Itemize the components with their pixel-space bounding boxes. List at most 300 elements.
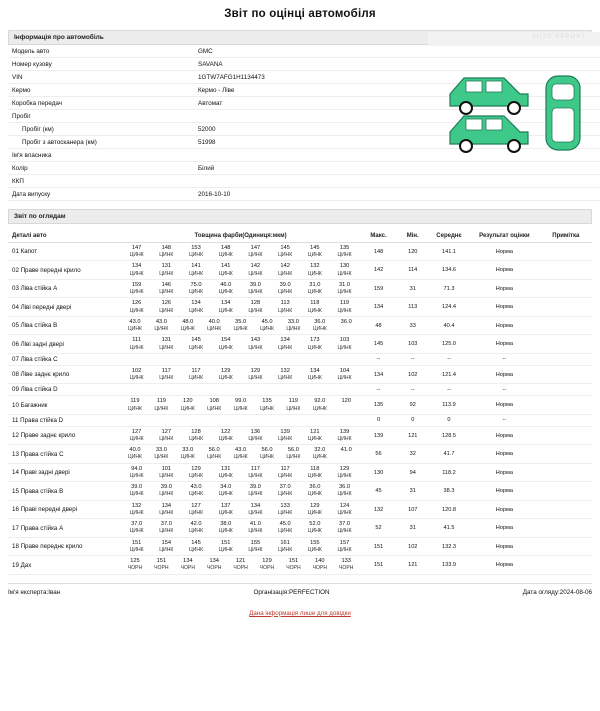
part-name: 10 Багажник bbox=[8, 396, 121, 414]
thickness-reading bbox=[333, 319, 359, 332]
thickness-value: 129 bbox=[262, 558, 272, 565]
thickness-unit: ЦИНК bbox=[248, 375, 263, 382]
thickness-unit: ЦИНК bbox=[188, 509, 204, 516]
thickness-reading bbox=[270, 300, 300, 313]
expert-name: Ім'я експерта:Іван bbox=[8, 588, 61, 596]
thickness-readings bbox=[121, 414, 361, 426]
thickness-reading bbox=[122, 245, 152, 258]
thickness-reading bbox=[211, 300, 241, 313]
thickness-value: 39.0 bbox=[279, 281, 291, 288]
thickness-readings bbox=[121, 316, 361, 334]
thickness-value: 134 bbox=[191, 300, 201, 307]
thickness-reading bbox=[241, 282, 271, 295]
thickness-reading bbox=[300, 263, 330, 276]
thickness-value: 139 bbox=[339, 428, 350, 435]
avg-value: 113.9 bbox=[429, 396, 469, 414]
max-value: 56 bbox=[360, 445, 396, 463]
thickness-value: 31.0 bbox=[309, 281, 321, 288]
thickness-value: 134 bbox=[250, 502, 261, 509]
avg-value: 132.3 bbox=[429, 537, 469, 555]
thickness-value: 161 bbox=[280, 539, 290, 546]
max-value: 45 bbox=[360, 482, 396, 500]
col-avg: Середнє bbox=[429, 230, 469, 243]
thickness-unit: ЦИНК bbox=[129, 472, 144, 479]
inspection-table bbox=[8, 230, 592, 575]
thickness-value: 104 bbox=[339, 367, 350, 374]
thickness-reading bbox=[330, 466, 360, 479]
thickness-value: 127 bbox=[191, 502, 201, 509]
thickness-value: 39.0 bbox=[160, 484, 172, 491]
thickness-reading bbox=[300, 337, 330, 350]
thickness-unit: ЦИНК bbox=[307, 472, 322, 479]
thickness-reading bbox=[330, 503, 360, 516]
thickness-unit: ЦИНК bbox=[278, 528, 293, 535]
thickness-unit: ЧОРН bbox=[312, 565, 328, 572]
info-value: 51998 bbox=[194, 136, 600, 149]
thickness-reading bbox=[211, 484, 241, 497]
thickness-value: 131 bbox=[161, 337, 172, 344]
thickness-reading bbox=[151, 245, 181, 258]
thickness-value: 147 bbox=[250, 245, 261, 251]
min-value: 32 bbox=[397, 445, 429, 463]
part-name: 19 Дах bbox=[8, 556, 121, 574]
thickness-reading bbox=[307, 447, 333, 460]
thickness-value: 118 bbox=[310, 300, 320, 307]
thickness-reading bbox=[181, 503, 211, 516]
part-name: 13 Права стійка C bbox=[8, 445, 121, 463]
thickness-value: 113 bbox=[280, 300, 290, 307]
thickness-reading bbox=[307, 558, 333, 571]
inspection-table-wrap bbox=[8, 230, 592, 575]
car-illustration-icon bbox=[442, 64, 592, 164]
thickness-reading bbox=[333, 558, 359, 571]
row-note bbox=[540, 279, 592, 297]
thickness-value: 45.0 bbox=[279, 521, 291, 528]
thickness-value: 43.0 bbox=[235, 447, 247, 454]
thickness-reading bbox=[175, 319, 201, 332]
evaluation-result: Норма bbox=[469, 316, 539, 334]
thickness-reading bbox=[181, 429, 211, 442]
thickness-value: 92.0 bbox=[314, 398, 326, 405]
thickness-reading bbox=[148, 398, 174, 411]
thickness-unit: ЦИНК bbox=[337, 375, 352, 382]
thickness-value: 41.0 bbox=[249, 521, 261, 528]
table-row bbox=[8, 316, 592, 334]
thickness-value: 130 bbox=[339, 263, 350, 270]
info-value: 2016-10-10 bbox=[194, 188, 600, 201]
thickness-unit: ЦИНК bbox=[337, 436, 352, 442]
thickness-unit: ЦИНК bbox=[218, 375, 233, 382]
min-value: 102 bbox=[397, 537, 429, 555]
thickness-reading bbox=[300, 503, 330, 516]
thickness-reading bbox=[254, 319, 280, 332]
thickness-reading bbox=[241, 300, 271, 313]
col-min: Мін. bbox=[397, 230, 429, 243]
thickness-value: 37.0 bbox=[279, 484, 291, 491]
min-value: 31 bbox=[397, 482, 429, 500]
row-note bbox=[540, 365, 592, 383]
max-value: 134 bbox=[360, 365, 396, 383]
thickness-unit: ЦИНК bbox=[188, 252, 204, 259]
thickness-unit: ЦИНК bbox=[159, 289, 174, 296]
min-value: -- bbox=[397, 353, 429, 365]
part-name: 03 Ліва стійка A bbox=[8, 279, 121, 297]
thickness-reading bbox=[330, 282, 360, 295]
thickness-reading bbox=[307, 398, 333, 411]
thickness-unit: ЦИНК bbox=[307, 289, 322, 296]
table-row bbox=[8, 261, 592, 279]
thickness-unit: ЦИНК bbox=[248, 546, 263, 553]
evaluation-result: Норма bbox=[469, 445, 539, 463]
thickness-unit: ЦИНК bbox=[248, 270, 263, 277]
thickness-reading bbox=[270, 263, 300, 276]
thickness-value: 127 bbox=[131, 428, 142, 435]
thickness-reading bbox=[211, 368, 241, 381]
min-value: 0 bbox=[397, 414, 429, 426]
thickness-value: 32.0 bbox=[314, 447, 326, 454]
table-row bbox=[8, 353, 592, 365]
thickness-unit: ЦИНК bbox=[218, 546, 233, 553]
thickness-unit: ЦИНК bbox=[188, 375, 204, 382]
thickness-unit: ЧОРН bbox=[339, 565, 354, 572]
thickness-unit: ЦИНК bbox=[233, 454, 248, 461]
thickness-unit: ЦИНК bbox=[337, 307, 352, 314]
thickness-value: 145 bbox=[310, 245, 320, 251]
thickness-unit: ЦИНК bbox=[188, 344, 204, 351]
thickness-unit: ЦИНК bbox=[188, 546, 204, 553]
thickness-readings bbox=[121, 500, 361, 518]
thickness-unit: ЦИНК bbox=[278, 252, 293, 259]
part-name: 15 Права стійка B bbox=[8, 482, 121, 500]
row-note bbox=[540, 261, 592, 279]
avg-value: 128.5 bbox=[429, 426, 469, 444]
max-value: 151 bbox=[360, 537, 396, 555]
thickness-reading bbox=[122, 521, 152, 534]
table-row bbox=[8, 482, 592, 500]
min-value: 31 bbox=[397, 519, 429, 537]
row-note bbox=[540, 353, 592, 365]
thickness-unit: ЦИНК bbox=[159, 307, 174, 314]
page-title: Звіт по оцінці автомобіля bbox=[224, 8, 376, 20]
thickness-reading bbox=[254, 447, 280, 460]
table-row bbox=[8, 537, 592, 555]
thickness-unit: ЦИНК bbox=[154, 326, 169, 333]
table-row bbox=[8, 175, 600, 188]
thickness-reading bbox=[122, 368, 152, 381]
thickness-reading bbox=[241, 429, 271, 442]
thickness-value: 132 bbox=[131, 502, 142, 509]
thickness-unit: ЦИНК bbox=[278, 270, 293, 277]
thickness-reading bbox=[241, 263, 271, 276]
thickness-reading bbox=[201, 398, 227, 411]
thickness-value: 33.0 bbox=[182, 447, 194, 454]
thickness-reading bbox=[300, 300, 330, 313]
thickness-reading bbox=[270, 540, 300, 553]
thickness-reading bbox=[241, 503, 271, 516]
thickness-reading bbox=[270, 429, 300, 442]
avg-value: 118.2 bbox=[429, 463, 469, 481]
info-label: ККП bbox=[8, 175, 194, 188]
info-label: Модель авто bbox=[8, 45, 194, 58]
thickness-value: 143 bbox=[250, 337, 261, 344]
thickness-reading bbox=[227, 558, 253, 571]
max-value: 134 bbox=[360, 298, 396, 316]
row-note bbox=[540, 414, 592, 426]
thickness-unit: ЦИНК bbox=[218, 472, 233, 479]
thickness-unit: ЦИНК bbox=[218, 528, 233, 535]
table-row bbox=[8, 188, 600, 201]
thickness-value: 131 bbox=[220, 465, 231, 472]
thickness-unit: ЦИНК bbox=[337, 252, 352, 259]
thickness-value: 154 bbox=[220, 337, 231, 344]
part-name: 18 Праве переднє крило bbox=[8, 537, 121, 555]
thickness-value: 108 bbox=[209, 398, 219, 405]
thickness-unit: ЦИНК bbox=[129, 528, 144, 535]
min-value: -- bbox=[397, 384, 429, 396]
info-label: Пробіг bbox=[8, 110, 194, 123]
thickness-unit: ЦИНК bbox=[337, 344, 352, 351]
min-value: 121 bbox=[397, 426, 429, 444]
thickness-reading bbox=[122, 337, 152, 350]
thickness-value: 36.0 bbox=[314, 318, 326, 325]
thickness-unit: ЦИНК bbox=[159, 491, 174, 498]
info-value bbox=[194, 175, 600, 188]
thickness-readings bbox=[121, 482, 361, 500]
thickness-value: 124 bbox=[339, 502, 350, 509]
thickness-unit: ЦИНК bbox=[312, 326, 327, 333]
thickness-unit: ЦИНК bbox=[207, 326, 222, 333]
thickness-reading bbox=[122, 300, 152, 313]
thickness-unit: ЦИНК bbox=[188, 270, 204, 277]
avg-value: 134.6 bbox=[429, 261, 469, 279]
thickness-unit: ЦИНК bbox=[207, 405, 222, 412]
thickness-value: 37.0 bbox=[339, 521, 351, 528]
thickness-unit: ЦИНК bbox=[218, 270, 233, 277]
thickness-reading bbox=[211, 503, 241, 516]
table-row bbox=[8, 384, 592, 396]
max-value: 148 bbox=[360, 243, 396, 261]
thickness-unit: ЦИНК bbox=[218, 252, 233, 259]
part-name: 17 Права стійка A bbox=[8, 519, 121, 537]
thickness-unit: ЦИНК bbox=[278, 344, 293, 351]
thickness-value: 125 bbox=[130, 558, 140, 565]
thickness-value: 56.0 bbox=[287, 447, 299, 454]
thickness-unit: ЦИНК bbox=[286, 326, 301, 333]
table-row bbox=[8, 426, 592, 444]
part-name: 04 Ліві передні двері bbox=[8, 298, 121, 316]
thickness-unit: ЧОРН bbox=[180, 565, 195, 572]
evaluation-result: Норма bbox=[469, 537, 539, 555]
thickness-value: 134 bbox=[220, 300, 231, 307]
thickness-reading bbox=[280, 447, 306, 460]
avg-value: 0 bbox=[429, 414, 469, 426]
thickness-reading bbox=[211, 429, 241, 442]
thickness-value: 145 bbox=[280, 245, 290, 251]
thickness-reading bbox=[122, 398, 148, 411]
row-note bbox=[540, 445, 592, 463]
thickness-reading bbox=[330, 368, 360, 381]
thickness-reading bbox=[241, 466, 271, 479]
thickness-value: 36.0 bbox=[340, 318, 352, 325]
thickness-reading bbox=[122, 282, 152, 295]
thickness-value: 157 bbox=[339, 539, 350, 546]
thickness-unit: ЦИНК bbox=[278, 436, 293, 442]
thickness-reading bbox=[254, 558, 280, 571]
thickness-value: 148 bbox=[161, 245, 172, 251]
info-label: VIN bbox=[8, 71, 194, 84]
thickness-reading bbox=[201, 558, 227, 571]
thickness-reading bbox=[122, 429, 152, 442]
thickness-reading bbox=[201, 447, 227, 460]
thickness-value: 46.0 bbox=[220, 281, 232, 288]
thickness-reading bbox=[151, 300, 181, 313]
thickness-value: 148 bbox=[220, 245, 231, 251]
thickness-unit: ЦИНК bbox=[129, 344, 144, 351]
thickness-reading bbox=[148, 319, 174, 332]
thickness-value: 159 bbox=[131, 281, 142, 288]
thickness-unit: ЦИНК bbox=[337, 491, 352, 498]
thickness-unit: ЦИНК bbox=[248, 436, 263, 442]
max-value: 151 bbox=[360, 556, 396, 574]
thickness-unit: ЦИНК bbox=[188, 307, 204, 314]
thickness-value: 101 bbox=[161, 465, 172, 472]
thickness-reading bbox=[330, 337, 360, 350]
thickness-value: 151 bbox=[156, 558, 167, 565]
thickness-unit: ЦИНК bbox=[248, 344, 263, 351]
max-value: 132 bbox=[360, 500, 396, 518]
row-note bbox=[540, 335, 592, 353]
col-note: Примітка bbox=[540, 230, 592, 243]
thickness-unit: ЦИНК bbox=[218, 436, 233, 442]
thickness-value: 99.0 bbox=[235, 398, 247, 405]
thickness-unit: ЦИНК bbox=[129, 491, 144, 498]
thickness-value: 31.0 bbox=[339, 281, 351, 288]
thickness-value: 134 bbox=[161, 502, 172, 509]
info-label: Дата випуску bbox=[8, 188, 194, 201]
evaluation-result: -- bbox=[469, 414, 539, 426]
thickness-unit: ЦИНК bbox=[129, 252, 144, 259]
table-row bbox=[8, 335, 592, 353]
thickness-value: 146 bbox=[161, 281, 172, 288]
thickness-readings bbox=[121, 335, 361, 353]
thickness-unit: ЦИНК bbox=[207, 454, 222, 461]
thickness-value: 121 bbox=[235, 558, 246, 565]
thickness-unit: ЦИНК bbox=[286, 454, 301, 461]
thickness-value: 39.0 bbox=[131, 484, 143, 491]
thickness-value: 122 bbox=[220, 428, 231, 435]
part-name: 06 Ліві задні двері bbox=[8, 335, 121, 353]
thickness-unit: ЦИНК bbox=[307, 509, 322, 516]
thickness-value: 133 bbox=[280, 502, 290, 509]
thickness-reading bbox=[300, 429, 330, 442]
thickness-reading bbox=[227, 319, 253, 332]
thickness-value: 134 bbox=[131, 263, 142, 270]
col-thickness: Товщина фарби(Одиниця:мкм) bbox=[121, 230, 361, 243]
thickness-unit: ЦИНК bbox=[307, 491, 322, 498]
thickness-reading bbox=[330, 429, 360, 442]
thickness-readings bbox=[121, 243, 361, 261]
max-value: 48 bbox=[360, 316, 396, 334]
thickness-readings bbox=[121, 261, 361, 279]
thickness-unit: ЦИНК bbox=[129, 289, 144, 296]
thickness-value: 139 bbox=[280, 428, 290, 435]
thickness-unit: ЦИНК bbox=[218, 289, 233, 296]
thickness-unit: ЦИНК bbox=[159, 344, 174, 351]
thickness-reading bbox=[333, 447, 359, 460]
thickness-value: 39.0 bbox=[249, 484, 261, 491]
thickness-unit: ЦИНК bbox=[159, 472, 174, 479]
thickness-value: 36.0 bbox=[309, 484, 321, 491]
thickness-value: 129 bbox=[339, 465, 350, 472]
thickness-reading bbox=[181, 368, 211, 381]
thickness-reading bbox=[270, 466, 300, 479]
thickness-reading bbox=[151, 429, 181, 442]
thickness-reading bbox=[122, 503, 152, 516]
table-row bbox=[8, 445, 592, 463]
thickness-reading bbox=[175, 398, 201, 411]
part-name: 08 Ліве заднє крило bbox=[8, 365, 121, 383]
thickness-reading bbox=[307, 319, 333, 332]
thickness-unit: ЦИНК bbox=[312, 405, 327, 412]
part-name: 12 Праве заднє крило bbox=[8, 426, 121, 444]
thickness-reading bbox=[201, 319, 227, 332]
thickness-reading bbox=[300, 466, 330, 479]
thickness-reading bbox=[211, 540, 241, 553]
col-part: Деталі авто bbox=[8, 230, 121, 243]
max-value: 159 bbox=[360, 279, 396, 297]
thickness-unit: ЦИНК bbox=[159, 546, 174, 553]
thickness-value: 137 bbox=[220, 502, 231, 509]
part-name: 16 Праві передні двері bbox=[8, 500, 121, 518]
thickness-reading bbox=[300, 245, 330, 258]
col-max: Макс. bbox=[360, 230, 396, 243]
thickness-unit: ЦИНК bbox=[259, 405, 275, 412]
min-value: 92 bbox=[397, 396, 429, 414]
thickness-unit: ЦИНК bbox=[188, 528, 204, 535]
thickness-unit: ЦИНК bbox=[233, 405, 248, 412]
thickness-unit: ЦИНК bbox=[307, 436, 322, 442]
thickness-unit: ЦИНК bbox=[307, 270, 322, 277]
thickness-unit: ЦИНК bbox=[218, 491, 233, 498]
min-value: 113 bbox=[397, 298, 429, 316]
thickness-reading bbox=[270, 503, 300, 516]
thickness-unit: ЦИНК bbox=[129, 436, 144, 442]
min-value: 120 bbox=[397, 243, 429, 261]
thickness-reading bbox=[211, 337, 241, 350]
thickness-unit: ЦИНК bbox=[129, 509, 144, 516]
row-note bbox=[540, 426, 592, 444]
thickness-reading bbox=[181, 263, 211, 276]
thickness-reading bbox=[151, 484, 181, 497]
thickness-value: 117 bbox=[280, 465, 290, 472]
thickness-unit: ЦИНК bbox=[307, 546, 322, 553]
thickness-reading bbox=[270, 368, 300, 381]
part-name: 02 Праве передні крило bbox=[8, 261, 121, 279]
thickness-reading bbox=[151, 466, 181, 479]
thickness-unit: ЦИНК bbox=[248, 509, 263, 516]
thickness-readings bbox=[121, 365, 361, 383]
avg-value: -- bbox=[429, 353, 469, 365]
thickness-value: 75.0 bbox=[190, 281, 202, 288]
thickness-reading bbox=[241, 484, 271, 497]
thickness-value: 173 bbox=[310, 337, 320, 344]
thickness-value: 128 bbox=[191, 428, 201, 435]
thickness-reading bbox=[270, 521, 300, 534]
thickness-reading bbox=[181, 466, 211, 479]
thickness-reading bbox=[148, 558, 174, 571]
thickness-readings bbox=[121, 537, 361, 555]
thickness-readings bbox=[121, 353, 361, 365]
